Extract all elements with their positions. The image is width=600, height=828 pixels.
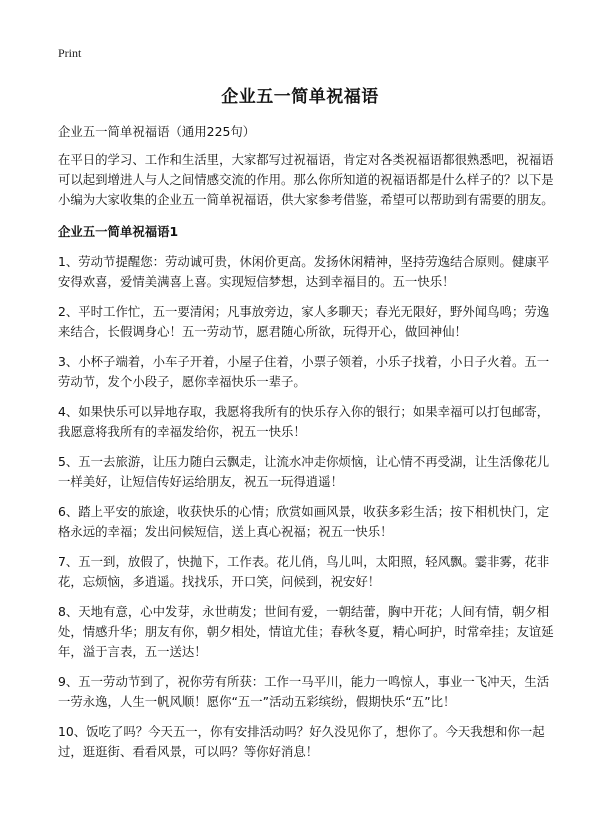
greeting-item: 9、五一劳动节到了，祝你劳有所获：工作一马平川，能力一鸣惊人，事业一飞冲天，生活一劳永逸，人生一帆风顺！愿你“五一”活动五彩缤纷，假期快乐“五”比！	[58, 674, 550, 709]
document-body	[58, 122, 554, 772]
greeting-list	[58, 252, 554, 762]
greeting-item: 3、小杯子端着，小车子开着，小屋子住着，小票子领着，小乐子找着，小日子火着。五一劳动节，发个小段子，愿你幸福快乐一辈子。	[58, 354, 550, 389]
section-heading: 企业五一简单祝福语1	[58, 224, 179, 239]
greeting-item: 7、五一到，放假了，快抛下，工作表。花儿俏，鸟儿叫，太阳照，轻风飘。霎非雾，花非花，忘烦恼，多逍遥。找找乐，开口笑，问候到，祝安好！	[58, 554, 550, 589]
greeting-item: 1、劳动节提醒您：劳动诚可贵，休闲价更高。发扬休闲精神，坚持劳逸结合原则。健康平安得欢喜，爱情美满喜上喜。实现短信梦想，达到幸福目的。五一快乐！	[58, 254, 550, 289]
greeting-item: 6、踏上平安的旅途，收获快乐的心情；欣赏如画风景，收获多彩生活；按下相机快门，定格永远的幸福；发出问候短信，送上真心祝福；祝五一快乐！	[58, 504, 550, 539]
greeting-item: 10、饭吃了吗？今天五一，你有安排活动吗？好久没见你了，想你了。今天我想和你一起过，逛逛街、看看风景，可以吗？等你好消息！	[58, 724, 545, 759]
document-subtitle: 企业五一简单祝福语（通用225句）	[58, 124, 256, 139]
greeting-item: 4、如果快乐可以异地存取，我愿将我所有的快乐存入你的银行；如果幸福可以打包邮寄，我愿意将我所有的幸福发给你，祝五一快乐！	[58, 404, 550, 439]
document-title: 企业五一简单祝福语	[221, 87, 379, 107]
greeting-item: 8、天地有意，心中发芽，永世萌发；世间有爱，一朝结蕾，胸中开花；人间有情，朝夕相处，情感升华；朋友有你，朝夕相处，情谊尤佳；春秋冬夏，精心呵护，时常牵挂；友谊延年，溢于言表，五一送达！	[58, 604, 554, 659]
greeting-item: 2、平时工作忙，五一要清闲；凡事放旁边，家人多聊天；春光无限好，野外闻鸟鸣；劳逸来结合，长假调身心！五一劳动节，愿君随心所欲，玩得开心，做回神仙！	[58, 304, 550, 339]
print-link[interactable]: Print	[58, 46, 82, 60]
intro-paragraph: 在平日的学习、工作和生活里，大家都写过祝福语，肯定对各类祝福语都很熟悉吧，祝福语可以起到增进人与人之间情感交流的作用。那么你所知道的祝福语都是什么样子的？以下是小编为大家收集的企业五一简单祝福语，供大家参考借鉴，希望可以帮助到有需要的朋友。	[58, 152, 554, 207]
greeting-item: 5、五一去旅游，让压力随白云飘走，让流水冲走你烦恼，让心情不再受湖，让生活像花儿一样美好，让短信传好运给朋友，祝五一玩得逍遥！	[58, 454, 550, 489]
